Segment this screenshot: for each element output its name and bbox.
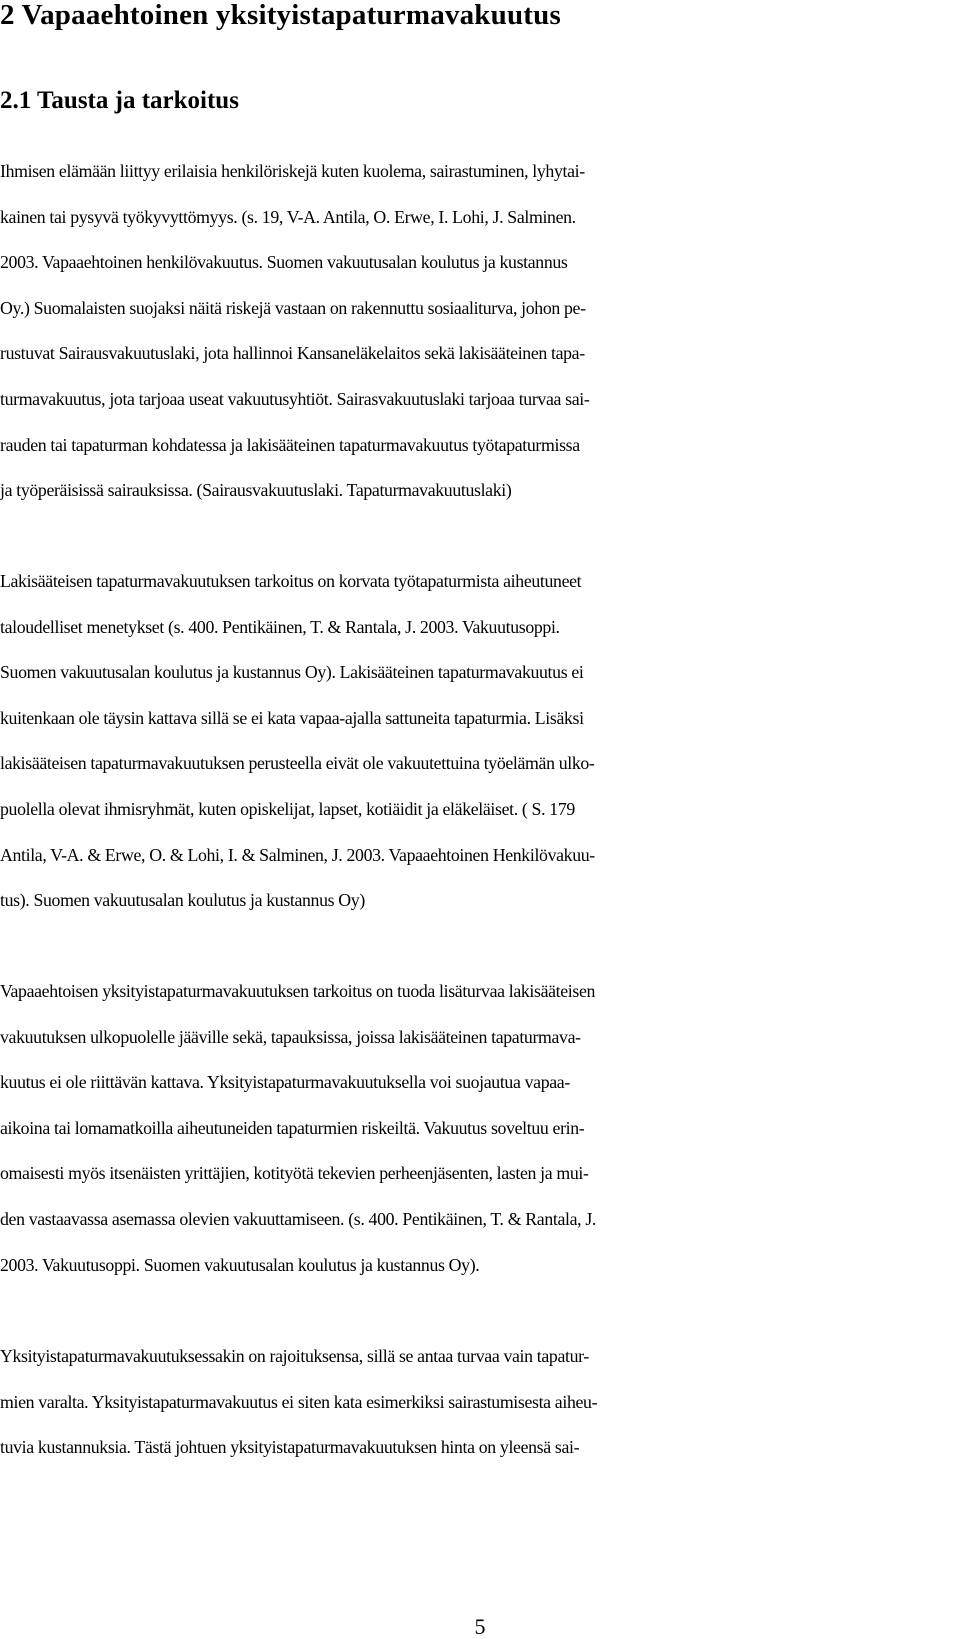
text-line: turmavakuutus, jota tarjoaa useat vakuutusyhtiöt. Sairasvakuutuslaki tarjoaa turvaa sai-: [0, 388, 590, 409]
text-line: 2003. Vapaaehtoinen henkilövakuutus. Suomen vakuutusalan koulutus ja kustannus: [0, 252, 568, 273]
section-heading: 2 Vapaaehtoinen yksityistapaturmavakuutus: [0, 0, 561, 31]
text-line: Suomen vakuutusalan koulutus ja kustannus Oy). Lakisääteinen tapaturmavakuutus ei: [0, 662, 584, 683]
paragraph-4: [0, 1334, 960, 1471]
text-line: aikoina tai lomamatkoilla aiheutuneiden tapaturmien riskeiltä. Vakuutus soveltuu erin-: [0, 1117, 585, 1138]
text-line: rauden tai tapaturman kohdatessa ja lakisääteinen tapaturmavakuutus työtapaturmissa: [0, 434, 580, 455]
text-line: taloudelliset menetykset (s. 400. Pentikäinen, T. & Rantala, J. 2003. Vakuutusoppi.: [0, 616, 560, 637]
text-line: Yksityistapaturmavakuutuksessakin on rajoituksensa, sillä se antaa turvaa vain tapatur-: [0, 1346, 589, 1366]
text-line: kainen tai pysyvä työkyvyttömyys. (s. 19, V-A. Antila, O. Erwe, I. Lohi, J. Salminen.: [0, 206, 576, 227]
text-line: Oy.) Suomalaisten suojaksi näitä riskejä vastaan on rakennuttu sosiaaliturva, johon pe-: [0, 297, 586, 318]
text-line: rustuvat Sairausvakuutuslaki, jota hallinnoi Kansaneläkelaitos sekä lakisääteinen tapa-: [0, 343, 585, 364]
text-line: omaisesti myös itsenäisten yrittäjien, kotityötä tekevien perheenjäsenten, lasten ja mui-: [0, 1163, 589, 1184]
text-line: Lakisääteisen tapaturmavakuutuksen tarkoitus on korvata työtapaturmista aiheutuneet: [0, 571, 582, 591]
text-line: tus). Suomen vakuutusalan koulutus ja kustannus Oy): [0, 890, 365, 911]
paragraph-3: [0, 969, 960, 1288]
text-line: kuutus ei ole riittävän kattava. Yksityistapaturmavakuutuksella voi suojautua vapaa-: [0, 1072, 570, 1093]
text-line: Antila, V-A. & Erwe, O. & Lohi, I. & Salminen, J. 2003. Vapaaehtoinen Henkilövakuu-: [0, 844, 595, 865]
text-line: vakuutuksen ulkopuolelle jääville sekä, tapauksissa, joissa lakisääteinen tapaturmava-: [0, 1026, 581, 1047]
subsection-heading: 2.1 Tausta ja tarkoitus: [0, 87, 239, 114]
text-line: lakisääteisen tapaturmavakuutuksen perusteella eivät ole vakuutettuina työelämän ulko-: [0, 753, 595, 774]
text-line: puolella olevat ihmisryhmät, kuten opiskelijat, lapset, kotiäidit ja eläkeläiset. ( S. 179: [0, 798, 575, 819]
text-line: mien varalta. Yksityistapaturmavakuutus ei siten kata esimerkiksi sairastumisesta aiheu-: [0, 1391, 598, 1412]
page-number: 5: [474, 1614, 486, 1639]
text-line: den vastaavassa asemassa olevien vakuuttamiseen. (s. 400. Pentikäinen, T. & Rantala, J.: [0, 1208, 597, 1229]
text-line: tuvia kustannuksia. Tästä johtuen yksityistapaturmavakuutuksen hinta on yleensä sai-: [0, 1437, 580, 1458]
text-line: 2003. Vakuutusoppi. Suomen vakuutusalan koulutus ja kustannus Oy).: [0, 1254, 480, 1275]
paragraph-1: [0, 149, 960, 514]
text-line: kuitenkaan ole täysin kattava sillä se ei kata vapaa-ajalla sattuneita tapaturmia. Lisäksi: [0, 707, 584, 728]
paragraph-2: [0, 559, 960, 924]
text-line: Vapaaehtoisen yksityistapaturmavakuutuksen tarkoitus on tuoda lisäturvaa lakisääteisen: [0, 981, 596, 1001]
text-line: Ihmisen elämään liittyy erilaisia henkilöriskejä kuten kuolema, sairastuminen, lyhytai-: [0, 161, 585, 181]
text-line: ja työperäisissä sairauksissa. (Sairausvakuutuslaki. Tapaturmavakuutuslaki): [0, 480, 512, 501]
